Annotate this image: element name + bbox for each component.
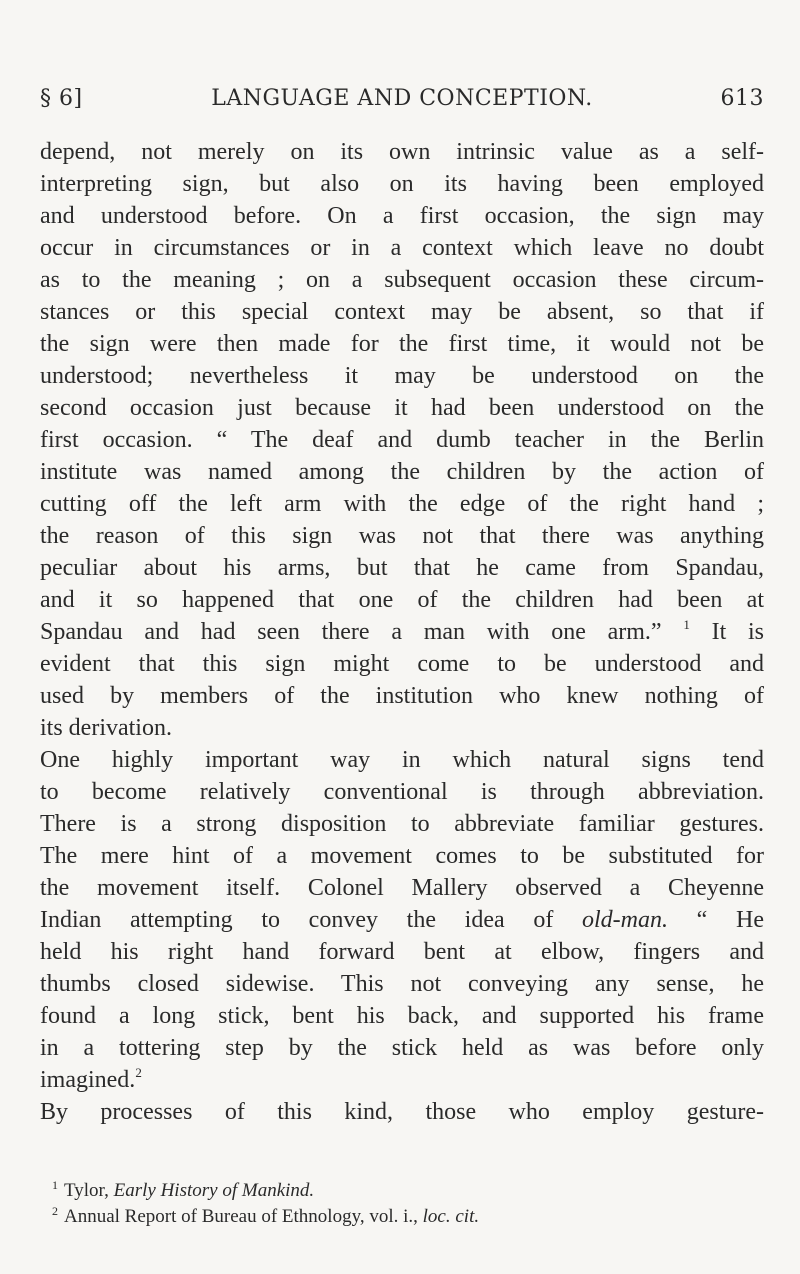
text-line: institute was named among the children by the action of bbox=[40, 459, 764, 485]
footnote-text: Annual Report of Bureau of Ethnology, vol. i., bbox=[64, 1206, 418, 1227]
text-line: its derivation. bbox=[40, 715, 172, 741]
footnote-mark: 2 bbox=[52, 1204, 58, 1218]
text-line: used by members of the institution who knew nothing of bbox=[40, 683, 764, 709]
text-fragment: imagined. bbox=[40, 1067, 136, 1093]
page-number: 613 bbox=[720, 86, 764, 111]
text-line: One highly important way in which natural signs tend bbox=[40, 747, 764, 773]
text-line: interpreting sign, but also on its having been employed bbox=[40, 171, 764, 197]
footnote-reference: 1 bbox=[683, 617, 690, 632]
footnote-reference: 2 bbox=[135, 1065, 142, 1080]
text-fragment: Indian attempting to convey the idea of bbox=[40, 907, 554, 933]
text-fragment: Spandau and had seen there a man with one arm.” bbox=[40, 619, 662, 645]
text-line: to become relatively conventional is through abbreviation. bbox=[40, 779, 764, 805]
text-line bbox=[40, 1064, 764, 1096]
footnote bbox=[40, 1204, 764, 1230]
text-fragment: It is bbox=[689, 619, 764, 645]
text-line: depend, not merely on its own intrinsic value as a self- bbox=[40, 139, 764, 165]
text-line: peculiar about his arms, but that he came from Spandau, bbox=[40, 555, 764, 581]
emphasis-text: old-man. bbox=[582, 907, 668, 933]
text-line: The mere hint of a movement comes to be substituted for bbox=[40, 843, 764, 869]
text-line: and it so happened that one of the children had been at bbox=[40, 587, 764, 613]
footnote-mark: 1 bbox=[52, 1178, 58, 1192]
footnotes bbox=[40, 1178, 764, 1230]
footnote-title: Early History of Mankind. bbox=[113, 1180, 315, 1201]
text-line: as to the meaning ; on a subsequent occasion these circum- bbox=[40, 267, 764, 293]
text-line: the movement itself. Colonel Mallery observed a Cheyenne bbox=[40, 875, 764, 901]
text-line bbox=[40, 616, 764, 648]
section-marker: § 6] bbox=[40, 86, 83, 111]
running-header bbox=[40, 86, 764, 116]
text-line: stances or this special context may be absent, so that if bbox=[40, 299, 764, 325]
text-line: found a long stick, bent his back, and supported his frame bbox=[40, 1003, 764, 1029]
text-line: and understood before. On a first occasion, the sign may bbox=[40, 203, 764, 229]
text-line: By processes of this kind, those who employ gesture- bbox=[40, 1099, 764, 1125]
text-line: evident that this sign might come to be understood and bbox=[40, 651, 764, 677]
footnote-citation: loc. cit. bbox=[422, 1206, 480, 1227]
text-line: cutting off the left arm with the edge of the right hand ; bbox=[40, 491, 764, 517]
text-line: held his right hand forward bent at elbow, fingers and bbox=[40, 939, 764, 965]
text-line bbox=[40, 904, 764, 936]
text-line: understood; nevertheless it may be understood on the bbox=[40, 363, 764, 389]
running-title: LANGUAGE AND CONCEPTION. bbox=[211, 86, 593, 111]
text-line: second occasion just because it had been understood on the bbox=[40, 395, 764, 421]
text-line: occur in circumstances or in a context which leave no doubt bbox=[40, 235, 764, 261]
text-line: the sign were then made for the first time, it would not be bbox=[40, 331, 764, 357]
text-line: thumbs closed sidewise. This not conveying any sense, he bbox=[40, 971, 764, 997]
text-fragment: “ He bbox=[668, 907, 765, 933]
text-line: in a tottering step by the stick held as was before only bbox=[40, 1035, 764, 1061]
footnote-author: Tylor, bbox=[64, 1180, 109, 1201]
text-line: There is a strong disposition to abbreviate familiar gestures. bbox=[40, 811, 764, 837]
body-text bbox=[40, 136, 764, 1128]
text-line: the reason of this sign was not that there was anything bbox=[40, 523, 764, 549]
footnote bbox=[40, 1178, 764, 1204]
text-line: first occasion. “ The deaf and dumb teacher in the Berlin bbox=[40, 427, 764, 453]
